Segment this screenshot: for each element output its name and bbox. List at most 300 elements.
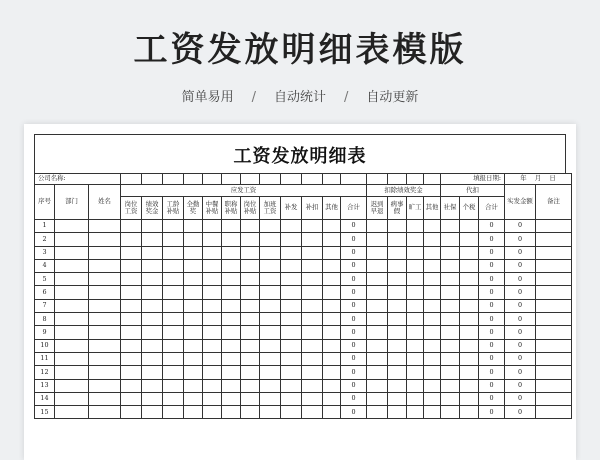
table-cell[interactable]	[388, 246, 407, 259]
net-amount-cell[interactable]: 0	[505, 392, 536, 405]
table-cell[interactable]	[367, 352, 388, 365]
table-cell[interactable]	[388, 220, 407, 233]
table-cell[interactable]	[222, 313, 241, 326]
table-cell[interactable]	[302, 392, 323, 405]
table-cell[interactable]	[281, 392, 302, 405]
table-cell[interactable]	[142, 273, 163, 286]
table-cell[interactable]	[163, 299, 184, 312]
payable-total-cell[interactable]: 0	[341, 366, 367, 379]
table-cell[interactable]	[460, 299, 479, 312]
table-cell[interactable]	[222, 352, 241, 365]
table-cell[interactable]	[89, 392, 121, 405]
table-cell[interactable]	[367, 339, 388, 352]
table-cell[interactable]	[163, 366, 184, 379]
table-cell[interactable]	[407, 406, 424, 419]
withhold-total-cell[interactable]: 0	[479, 246, 505, 259]
table-cell[interactable]	[536, 299, 572, 312]
table-cell[interactable]	[121, 326, 142, 339]
table-cell[interactable]	[203, 273, 222, 286]
table-cell[interactable]	[89, 220, 121, 233]
table-cell[interactable]	[121, 406, 142, 419]
table-cell[interactable]	[260, 326, 281, 339]
table-cell[interactable]	[55, 406, 89, 419]
table-cell[interactable]	[388, 299, 407, 312]
table-cell[interactable]	[184, 326, 203, 339]
table-cell[interactable]	[323, 220, 341, 233]
table-cell[interactable]	[302, 286, 323, 299]
table-cell[interactable]	[184, 406, 203, 419]
net-amount-cell[interactable]: 0	[505, 406, 536, 419]
table-cell[interactable]	[89, 366, 121, 379]
table-cell[interactable]	[281, 352, 302, 365]
table-cell[interactable]	[424, 233, 441, 246]
table-cell[interactable]	[241, 366, 260, 379]
table-cell[interactable]	[367, 246, 388, 259]
table-cell[interactable]	[142, 246, 163, 259]
table-cell[interactable]	[441, 339, 460, 352]
table-cell[interactable]	[241, 339, 260, 352]
table-cell[interactable]	[536, 259, 572, 272]
table-cell[interactable]	[184, 392, 203, 405]
table-cell[interactable]	[142, 392, 163, 405]
table-cell[interactable]	[441, 220, 460, 233]
table-cell[interactable]	[536, 326, 572, 339]
withhold-total-cell[interactable]: 0	[479, 286, 505, 299]
table-cell[interactable]	[241, 299, 260, 312]
table-cell[interactable]	[323, 339, 341, 352]
table-cell[interactable]	[323, 326, 341, 339]
table-cell[interactable]	[121, 339, 142, 352]
table-cell[interactable]	[460, 366, 479, 379]
table-cell[interactable]	[367, 313, 388, 326]
table-cell[interactable]	[121, 273, 142, 286]
table-cell[interactable]	[203, 299, 222, 312]
table-cell[interactable]	[460, 339, 479, 352]
table-cell[interactable]	[203, 339, 222, 352]
table-cell[interactable]	[302, 379, 323, 392]
table-cell[interactable]	[163, 392, 184, 405]
table-cell[interactable]	[323, 273, 341, 286]
table-cell[interactable]	[184, 352, 203, 365]
table-cell[interactable]	[260, 366, 281, 379]
table-cell[interactable]	[302, 259, 323, 272]
payable-total-cell[interactable]: 0	[341, 379, 367, 392]
withhold-total-cell[interactable]: 0	[479, 339, 505, 352]
table-cell[interactable]	[323, 352, 341, 365]
table-cell[interactable]	[302, 326, 323, 339]
table-cell[interactable]	[367, 326, 388, 339]
table-cell[interactable]	[260, 299, 281, 312]
table-cell[interactable]	[121, 392, 142, 405]
table-cell[interactable]	[302, 406, 323, 419]
table-cell[interactable]	[281, 313, 302, 326]
table-cell[interactable]	[281, 366, 302, 379]
table-cell[interactable]	[460, 379, 479, 392]
table-cell[interactable]	[367, 379, 388, 392]
withhold-total-cell[interactable]: 0	[479, 352, 505, 365]
table-cell[interactable]	[407, 273, 424, 286]
table-cell[interactable]	[441, 379, 460, 392]
table-cell[interactable]	[407, 233, 424, 246]
table-cell[interactable]	[260, 352, 281, 365]
table-cell[interactable]	[163, 246, 184, 259]
table-cell[interactable]	[388, 379, 407, 392]
table-cell[interactable]	[142, 379, 163, 392]
table-cell[interactable]	[424, 352, 441, 365]
table-cell[interactable]	[424, 379, 441, 392]
net-amount-cell[interactable]: 0	[505, 220, 536, 233]
table-cell[interactable]	[536, 392, 572, 405]
table-cell[interactable]	[142, 366, 163, 379]
table-cell[interactable]	[407, 246, 424, 259]
table-cell[interactable]	[424, 286, 441, 299]
table-cell[interactable]	[460, 220, 479, 233]
table-cell[interactable]	[241, 352, 260, 365]
payable-total-cell[interactable]: 0	[341, 406, 367, 419]
table-cell[interactable]	[89, 233, 121, 246]
table-cell[interactable]	[222, 392, 241, 405]
payable-total-cell[interactable]: 0	[341, 339, 367, 352]
table-cell[interactable]	[388, 392, 407, 405]
table-cell[interactable]	[184, 246, 203, 259]
table-cell[interactable]	[89, 339, 121, 352]
table-cell[interactable]	[260, 313, 281, 326]
table-cell[interactable]	[281, 299, 302, 312]
table-cell[interactable]	[203, 326, 222, 339]
withhold-total-cell[interactable]: 0	[479, 273, 505, 286]
table-cell[interactable]	[142, 286, 163, 299]
table-cell[interactable]	[302, 339, 323, 352]
payable-total-cell[interactable]: 0	[341, 313, 367, 326]
table-cell[interactable]	[55, 392, 89, 405]
table-cell[interactable]	[388, 273, 407, 286]
table-cell[interactable]	[222, 339, 241, 352]
table-cell[interactable]	[424, 406, 441, 419]
table-cell[interactable]	[163, 406, 184, 419]
withhold-total-cell[interactable]: 0	[479, 299, 505, 312]
table-cell[interactable]	[89, 313, 121, 326]
table-cell[interactable]	[241, 406, 260, 419]
table-cell[interactable]	[367, 233, 388, 246]
table-cell[interactable]	[441, 366, 460, 379]
table-cell[interactable]	[203, 286, 222, 299]
table-cell[interactable]	[260, 379, 281, 392]
table-cell[interactable]	[241, 273, 260, 286]
table-cell[interactable]	[241, 246, 260, 259]
table-cell[interactable]	[407, 286, 424, 299]
table-cell[interactable]	[536, 273, 572, 286]
table-cell[interactable]	[163, 339, 184, 352]
table-cell[interactable]	[367, 273, 388, 286]
table-cell[interactable]	[203, 379, 222, 392]
table-cell[interactable]	[460, 352, 479, 365]
table-cell[interactable]	[55, 379, 89, 392]
table-cell[interactable]	[302, 220, 323, 233]
table-cell[interactable]	[536, 406, 572, 419]
table-cell[interactable]	[460, 259, 479, 272]
table-cell[interactable]	[536, 246, 572, 259]
table-cell[interactable]	[163, 286, 184, 299]
table-cell[interactable]	[184, 299, 203, 312]
table-cell[interactable]	[55, 246, 89, 259]
table-cell[interactable]	[163, 259, 184, 272]
table-cell[interactable]	[323, 366, 341, 379]
withhold-total-cell[interactable]: 0	[479, 220, 505, 233]
table-cell[interactable]	[163, 233, 184, 246]
table-cell[interactable]	[89, 273, 121, 286]
table-cell[interactable]	[281, 220, 302, 233]
table-cell[interactable]	[142, 406, 163, 419]
table-cell[interactable]	[163, 326, 184, 339]
net-amount-cell[interactable]: 0	[505, 366, 536, 379]
table-cell[interactable]	[281, 286, 302, 299]
table-cell[interactable]	[460, 233, 479, 246]
table-cell[interactable]	[388, 339, 407, 352]
table-cell[interactable]	[55, 233, 89, 246]
table-cell[interactable]	[302, 313, 323, 326]
table-cell[interactable]	[241, 259, 260, 272]
table-cell[interactable]	[260, 406, 281, 419]
table-cell[interactable]	[163, 352, 184, 365]
table-cell[interactable]	[407, 379, 424, 392]
table-cell[interactable]	[323, 246, 341, 259]
table-cell[interactable]	[367, 259, 388, 272]
table-cell[interactable]	[121, 352, 142, 365]
table-cell[interactable]	[89, 352, 121, 365]
table-cell[interactable]	[323, 299, 341, 312]
table-cell[interactable]	[536, 339, 572, 352]
withhold-total-cell[interactable]: 0	[479, 392, 505, 405]
net-amount-cell[interactable]: 0	[505, 233, 536, 246]
table-cell[interactable]	[536, 366, 572, 379]
table-cell[interactable]	[424, 299, 441, 312]
withhold-total-cell[interactable]: 0	[479, 326, 505, 339]
table-cell[interactable]	[460, 246, 479, 259]
table-cell[interactable]	[241, 326, 260, 339]
table-cell[interactable]	[163, 220, 184, 233]
table-cell[interactable]	[89, 286, 121, 299]
net-amount-cell[interactable]: 0	[505, 299, 536, 312]
table-cell[interactable]	[260, 392, 281, 405]
withhold-total-cell[interactable]: 0	[479, 259, 505, 272]
table-cell[interactable]	[323, 233, 341, 246]
table-cell[interactable]	[460, 286, 479, 299]
table-cell[interactable]	[55, 339, 89, 352]
table-cell[interactable]	[388, 366, 407, 379]
table-cell[interactable]	[536, 233, 572, 246]
table-cell[interactable]	[121, 299, 142, 312]
table-cell[interactable]	[142, 326, 163, 339]
table-cell[interactable]	[424, 313, 441, 326]
table-cell[interactable]	[281, 339, 302, 352]
table-cell[interactable]	[388, 313, 407, 326]
payable-total-cell[interactable]: 0	[341, 326, 367, 339]
table-cell[interactable]	[163, 273, 184, 286]
table-cell[interactable]	[89, 379, 121, 392]
table-cell[interactable]	[184, 259, 203, 272]
table-cell[interactable]	[260, 286, 281, 299]
table-cell[interactable]	[460, 313, 479, 326]
table-cell[interactable]	[260, 339, 281, 352]
table-cell[interactable]	[367, 220, 388, 233]
table-cell[interactable]	[388, 406, 407, 419]
table-cell[interactable]	[388, 326, 407, 339]
table-cell[interactable]	[121, 233, 142, 246]
table-cell[interactable]	[302, 299, 323, 312]
table-cell[interactable]	[203, 352, 222, 365]
table-cell[interactable]	[260, 259, 281, 272]
table-cell[interactable]	[203, 406, 222, 419]
table-cell[interactable]	[441, 299, 460, 312]
table-cell[interactable]	[260, 273, 281, 286]
table-cell[interactable]	[441, 352, 460, 365]
table-cell[interactable]	[367, 299, 388, 312]
payable-total-cell[interactable]: 0	[341, 392, 367, 405]
table-cell[interactable]	[460, 406, 479, 419]
payable-total-cell[interactable]: 0	[341, 299, 367, 312]
table-cell[interactable]	[142, 352, 163, 365]
table-cell[interactable]	[203, 366, 222, 379]
table-cell[interactable]	[222, 246, 241, 259]
table-cell[interactable]	[184, 220, 203, 233]
withhold-total-cell[interactable]: 0	[479, 313, 505, 326]
table-cell[interactable]	[323, 259, 341, 272]
net-amount-cell[interactable]: 0	[505, 352, 536, 365]
table-cell[interactable]	[121, 259, 142, 272]
table-cell[interactable]	[222, 299, 241, 312]
table-cell[interactable]	[89, 406, 121, 419]
table-cell[interactable]	[222, 259, 241, 272]
net-amount-cell[interactable]: 0	[505, 246, 536, 259]
payable-total-cell[interactable]: 0	[341, 259, 367, 272]
table-cell[interactable]	[260, 220, 281, 233]
table-cell[interactable]	[536, 352, 572, 365]
table-cell[interactable]	[121, 313, 142, 326]
table-cell[interactable]	[424, 326, 441, 339]
table-cell[interactable]	[163, 379, 184, 392]
table-cell[interactable]	[241, 392, 260, 405]
withhold-total-cell[interactable]: 0	[479, 233, 505, 246]
table-cell[interactable]	[241, 220, 260, 233]
table-cell[interactable]	[55, 220, 89, 233]
table-cell[interactable]	[323, 313, 341, 326]
table-cell[interactable]	[55, 326, 89, 339]
table-cell[interactable]	[142, 233, 163, 246]
table-cell[interactable]	[222, 366, 241, 379]
table-cell[interactable]	[184, 366, 203, 379]
table-cell[interactable]	[89, 246, 121, 259]
withhold-total-cell[interactable]: 0	[479, 379, 505, 392]
withhold-total-cell[interactable]: 0	[479, 406, 505, 419]
payable-total-cell[interactable]: 0	[341, 246, 367, 259]
table-cell[interactable]	[142, 220, 163, 233]
table-cell[interactable]	[203, 313, 222, 326]
table-cell[interactable]	[121, 286, 142, 299]
table-cell[interactable]	[55, 366, 89, 379]
table-cell[interactable]	[55, 352, 89, 365]
table-cell[interactable]	[222, 326, 241, 339]
net-amount-cell[interactable]: 0	[505, 326, 536, 339]
table-cell[interactable]	[388, 259, 407, 272]
table-cell[interactable]	[222, 286, 241, 299]
table-cell[interactable]	[441, 246, 460, 259]
table-cell[interactable]	[222, 379, 241, 392]
table-cell[interactable]	[460, 273, 479, 286]
table-cell[interactable]	[407, 259, 424, 272]
net-amount-cell[interactable]: 0	[505, 273, 536, 286]
table-cell[interactable]	[55, 313, 89, 326]
table-cell[interactable]	[302, 366, 323, 379]
table-cell[interactable]	[55, 273, 89, 286]
table-cell[interactable]	[424, 220, 441, 233]
table-cell[interactable]	[441, 273, 460, 286]
table-cell[interactable]	[184, 273, 203, 286]
table-cell[interactable]	[460, 326, 479, 339]
table-cell[interactable]	[424, 246, 441, 259]
net-amount-cell[interactable]: 0	[505, 286, 536, 299]
table-cell[interactable]	[241, 313, 260, 326]
table-cell[interactable]	[281, 259, 302, 272]
table-cell[interactable]	[388, 286, 407, 299]
net-amount-cell[interactable]: 0	[505, 339, 536, 352]
table-cell[interactable]	[222, 273, 241, 286]
table-cell[interactable]	[203, 246, 222, 259]
table-cell[interactable]	[424, 259, 441, 272]
table-cell[interactable]	[222, 233, 241, 246]
table-cell[interactable]	[222, 406, 241, 419]
table-cell[interactable]	[142, 259, 163, 272]
table-cell[interactable]	[407, 326, 424, 339]
table-cell[interactable]	[121, 220, 142, 233]
table-cell[interactable]	[260, 246, 281, 259]
table-cell[interactable]	[184, 339, 203, 352]
table-cell[interactable]	[241, 379, 260, 392]
table-cell[interactable]	[424, 339, 441, 352]
table-cell[interactable]	[184, 233, 203, 246]
table-cell[interactable]	[89, 299, 121, 312]
payable-total-cell[interactable]: 0	[341, 286, 367, 299]
table-cell[interactable]	[424, 392, 441, 405]
table-cell[interactable]	[203, 233, 222, 246]
payable-total-cell[interactable]: 0	[341, 273, 367, 286]
table-cell[interactable]	[407, 352, 424, 365]
table-cell[interactable]	[323, 286, 341, 299]
table-cell[interactable]	[260, 233, 281, 246]
net-amount-cell[interactable]: 0	[505, 259, 536, 272]
table-cell[interactable]	[89, 326, 121, 339]
table-cell[interactable]	[55, 286, 89, 299]
table-cell[interactable]	[407, 299, 424, 312]
table-cell[interactable]	[323, 392, 341, 405]
payable-total-cell[interactable]: 0	[341, 233, 367, 246]
net-amount-cell[interactable]: 0	[505, 313, 536, 326]
table-cell[interactable]	[184, 313, 203, 326]
table-cell[interactable]	[281, 233, 302, 246]
table-cell[interactable]	[323, 406, 341, 419]
table-cell[interactable]	[441, 259, 460, 272]
table-cell[interactable]	[302, 233, 323, 246]
table-cell[interactable]	[536, 220, 572, 233]
table-cell[interactable]	[121, 246, 142, 259]
table-cell[interactable]	[184, 379, 203, 392]
table-cell[interactable]	[203, 392, 222, 405]
table-cell[interactable]	[441, 286, 460, 299]
table-cell[interactable]	[142, 339, 163, 352]
table-cell[interactable]	[323, 379, 341, 392]
table-cell[interactable]	[536, 379, 572, 392]
table-cell[interactable]	[142, 299, 163, 312]
table-cell[interactable]	[302, 352, 323, 365]
